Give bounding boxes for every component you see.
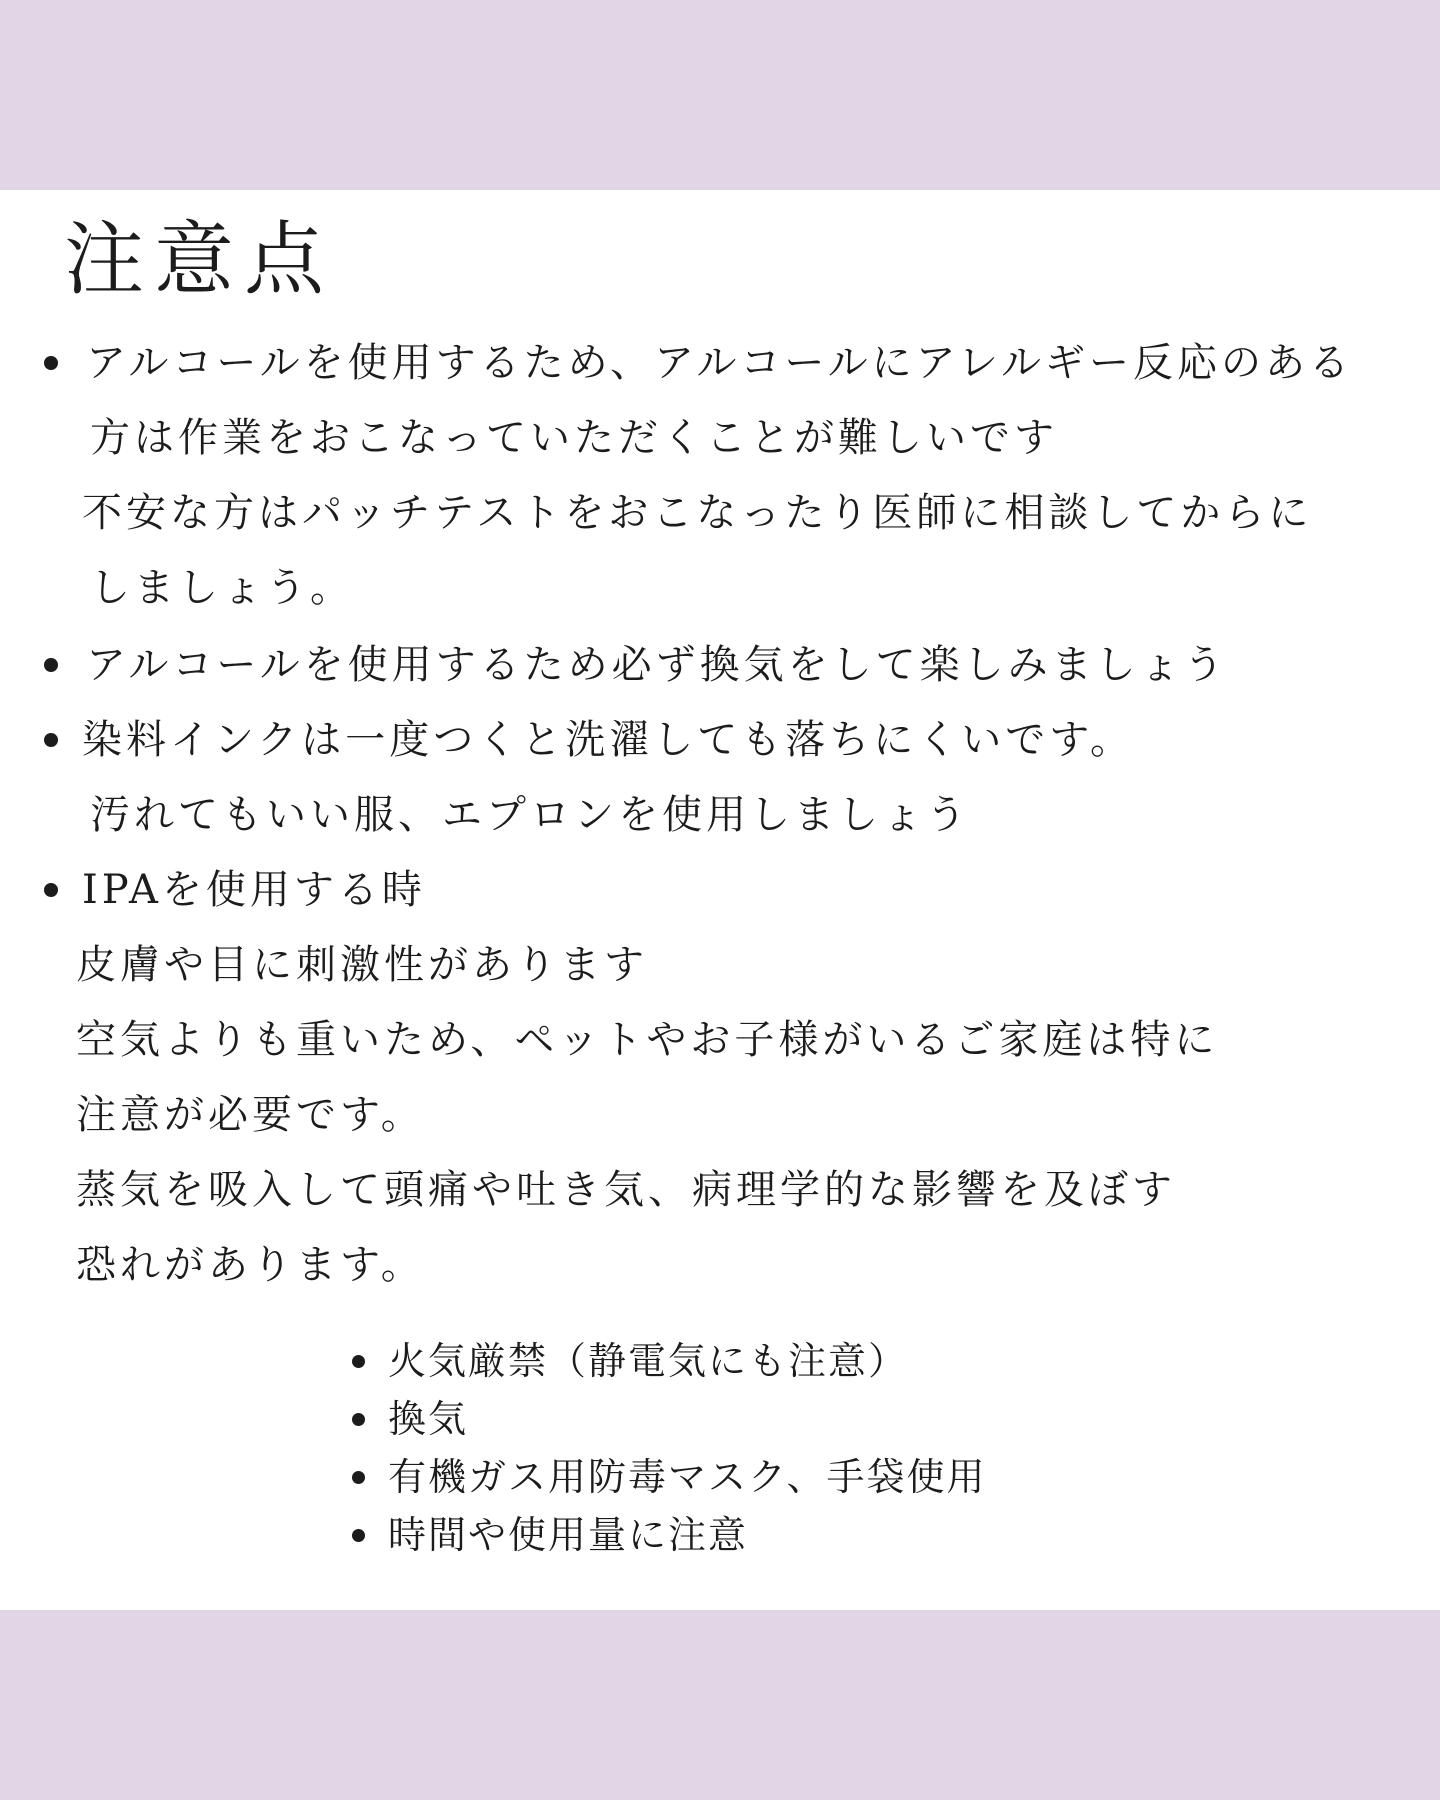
section-1-line-3: 不安な方はパッチテストをおこなったり医師に相談してからに xyxy=(82,490,1313,536)
section-3-line-2: 汚れてもいい服、エプロンを使用しましょう xyxy=(90,792,970,838)
page-title: 注意点 xyxy=(64,213,334,306)
top-band xyxy=(0,0,1440,190)
section-4-line-3: 空気よりも重いため、ペットやお子様がいるご家庭は特に xyxy=(76,1017,1219,1063)
content-card xyxy=(0,190,1440,1610)
section-4-line-2: 皮膚や目に刺激性があります xyxy=(76,942,648,988)
sub-item-1: 火気厳禁（静電気にも注意） xyxy=(388,1339,909,1383)
sub-bullet-2 xyxy=(352,1413,365,1426)
section-2-line-1: アルコールを使用するため必ず換気をして楽しみましょう xyxy=(86,642,1228,688)
bullet-2 xyxy=(44,658,58,672)
section-1-line-2: 方は作業をおこなっていただくことが難しいです xyxy=(90,415,1058,461)
sub-item-4: 時間や使用量に注意 xyxy=(388,1513,749,1557)
section-3-line-1: 染料インクは一度つくと洗濯しても落ちにくいです。 xyxy=(82,717,1134,763)
sub-item-2: 換気 xyxy=(388,1397,469,1441)
section-4-line-4: 注意が必要です。 xyxy=(76,1092,425,1138)
bullet-3 xyxy=(44,733,58,747)
section-4-line-6: 恐れがあります。 xyxy=(76,1242,425,1288)
section-4-line-1: IPAを使用する時 xyxy=(82,867,426,913)
section-4-line-5: 蒸気を吸入して頭痛や吐き気、病理学的な影響を及ぼす xyxy=(76,1167,1176,1213)
section-1-line-4: しましょう。 xyxy=(90,565,354,611)
bullet-1 xyxy=(44,356,58,370)
sub-bullet-4 xyxy=(352,1529,365,1542)
bullet-4 xyxy=(44,883,58,897)
sub-bullet-1 xyxy=(352,1355,365,1368)
bottom-band xyxy=(0,1610,1440,1800)
sub-item-3: 有機ガス用防毒マスク、手袋使用 xyxy=(388,1455,987,1499)
section-1-line-1: アルコールを使用するため、アルコールにアレルギー反応のある xyxy=(86,340,1353,386)
sub-bullet-3 xyxy=(352,1471,365,1484)
